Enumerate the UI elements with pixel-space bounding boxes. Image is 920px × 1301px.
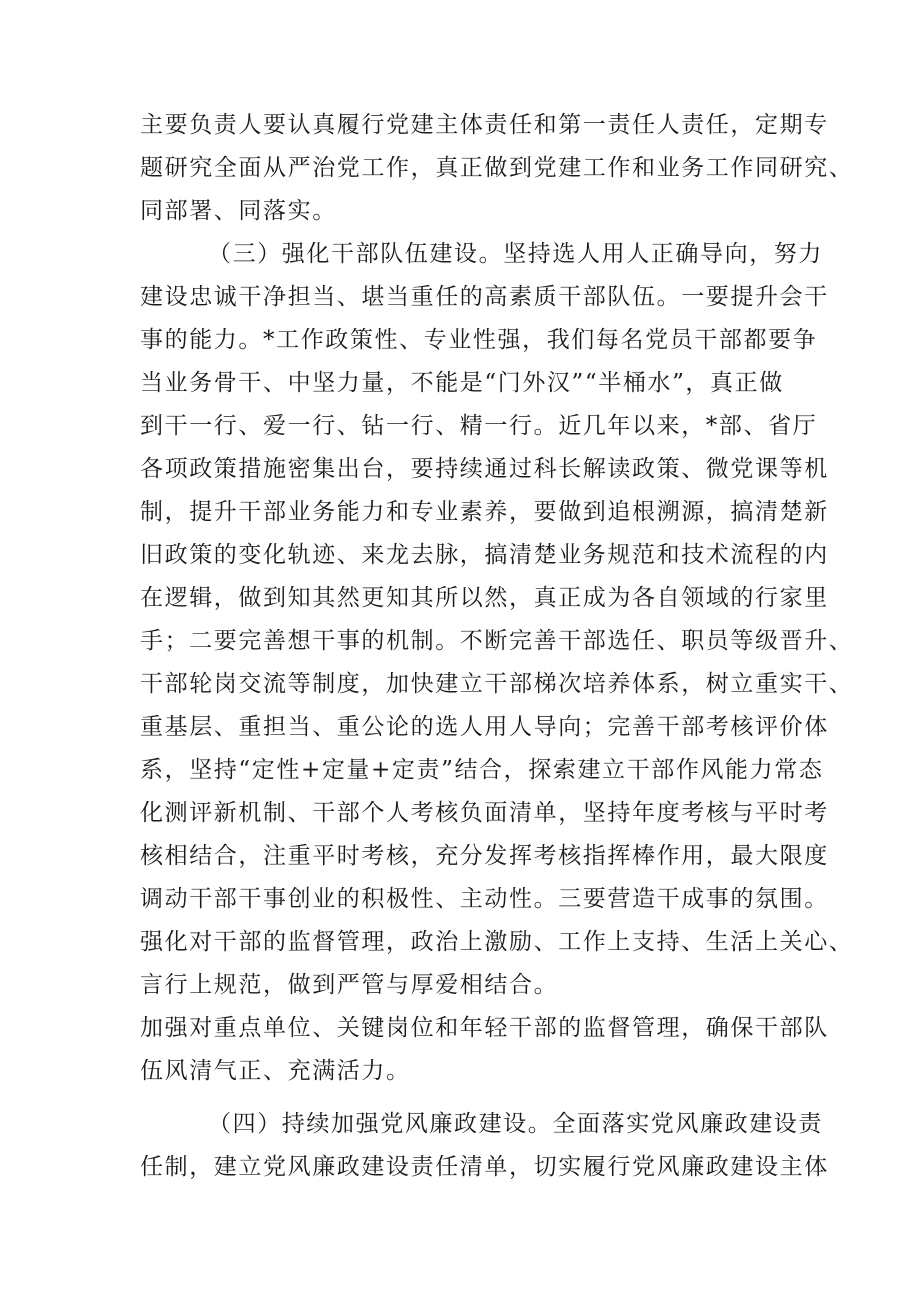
- text-line: 干部轮岗交流等制度，加快建立干部梯次培养体系，树立重实干、: [140, 671, 854, 697]
- text-line: 调动干部干事创业的积极性、主动性。三要营造干成事的氛围。: [140, 886, 829, 912]
- text-line: 言行上规范，做到严管与厚爱相结合。: [140, 972, 559, 998]
- text-line: 同部署、同落实。: [140, 198, 337, 224]
- text-line: 当业务骨干、中坚力量，不能是“门外汉”“半桶水”，真正做: [140, 370, 784, 396]
- section-heading-3: （三）强化干部队伍建设。坚持选人用人正确导向，努力: [208, 241, 823, 267]
- text-line: 到干一行、爱一行、钻一行、精一行。近几年以来，*部、省厅: [140, 413, 818, 439]
- text-line: 伍风清气正、充满活力。: [140, 1058, 411, 1084]
- text-line: 核相结合，注重平时考核，充分发挥考核指挥棒作用，最大限度: [140, 843, 829, 869]
- text-line: 加强对重点单位、关键岗位和年轻干部的监督管理，确保干部队: [140, 1015, 829, 1041]
- text-line: 主要负责人要认真履行党建主体责任和第一责任人责任，定期专: [140, 112, 829, 138]
- text-line: 系，坚持“定性+定量+定责”结合，探索建立干部作风能力常态: [140, 757, 824, 783]
- text-line: 制，提升干部业务能力和专业素养，要做到追根溯源，搞清楚新: [140, 499, 829, 525]
- text-line: 化测评新机制、干部个人考核负面清单，坚持年度考核与平时考: [140, 800, 829, 826]
- section-heading-4: （四）持续加强党风廉政建设。全面落实党风廉政建设责: [208, 1111, 823, 1137]
- text-line: 旧政策的变化轨迹、来龙去脉，搞清楚业务规范和技术流程的内: [140, 542, 829, 568]
- text-line: 事的能力。*工作政策性、专业性强，我们每名党员干部都要争: [140, 327, 818, 353]
- text-line: 各项政策措施密集出台，要持续通过科长解读政策、微党课等机: [140, 456, 829, 482]
- text-line: 题研究全面从严治党工作，真正做到党建工作和业务工作同研究、: [140, 155, 854, 181]
- text-line: 建设忠诚干净担当、堪当重任的高素质干部队伍。一要提升会干: [140, 284, 829, 310]
- text-line: 强化对干部的监督管理，政治上激励、工作上支持、生活上关心、: [140, 929, 854, 955]
- text-line: 手；二要完善想干事的机制。不断完善干部选任、职员等级晋升、: [140, 628, 854, 654]
- text-line: 重基层、重担当、重公论的选人用人导向；完善干部考核评价体: [140, 714, 829, 740]
- text-line: 任制，建立党风廉政建设责任清单，切实履行党风廉政建设主体: [140, 1154, 829, 1180]
- text-line: 在逻辑，做到知其然更知其所以然，真正成为各自领域的行家里: [140, 585, 829, 611]
